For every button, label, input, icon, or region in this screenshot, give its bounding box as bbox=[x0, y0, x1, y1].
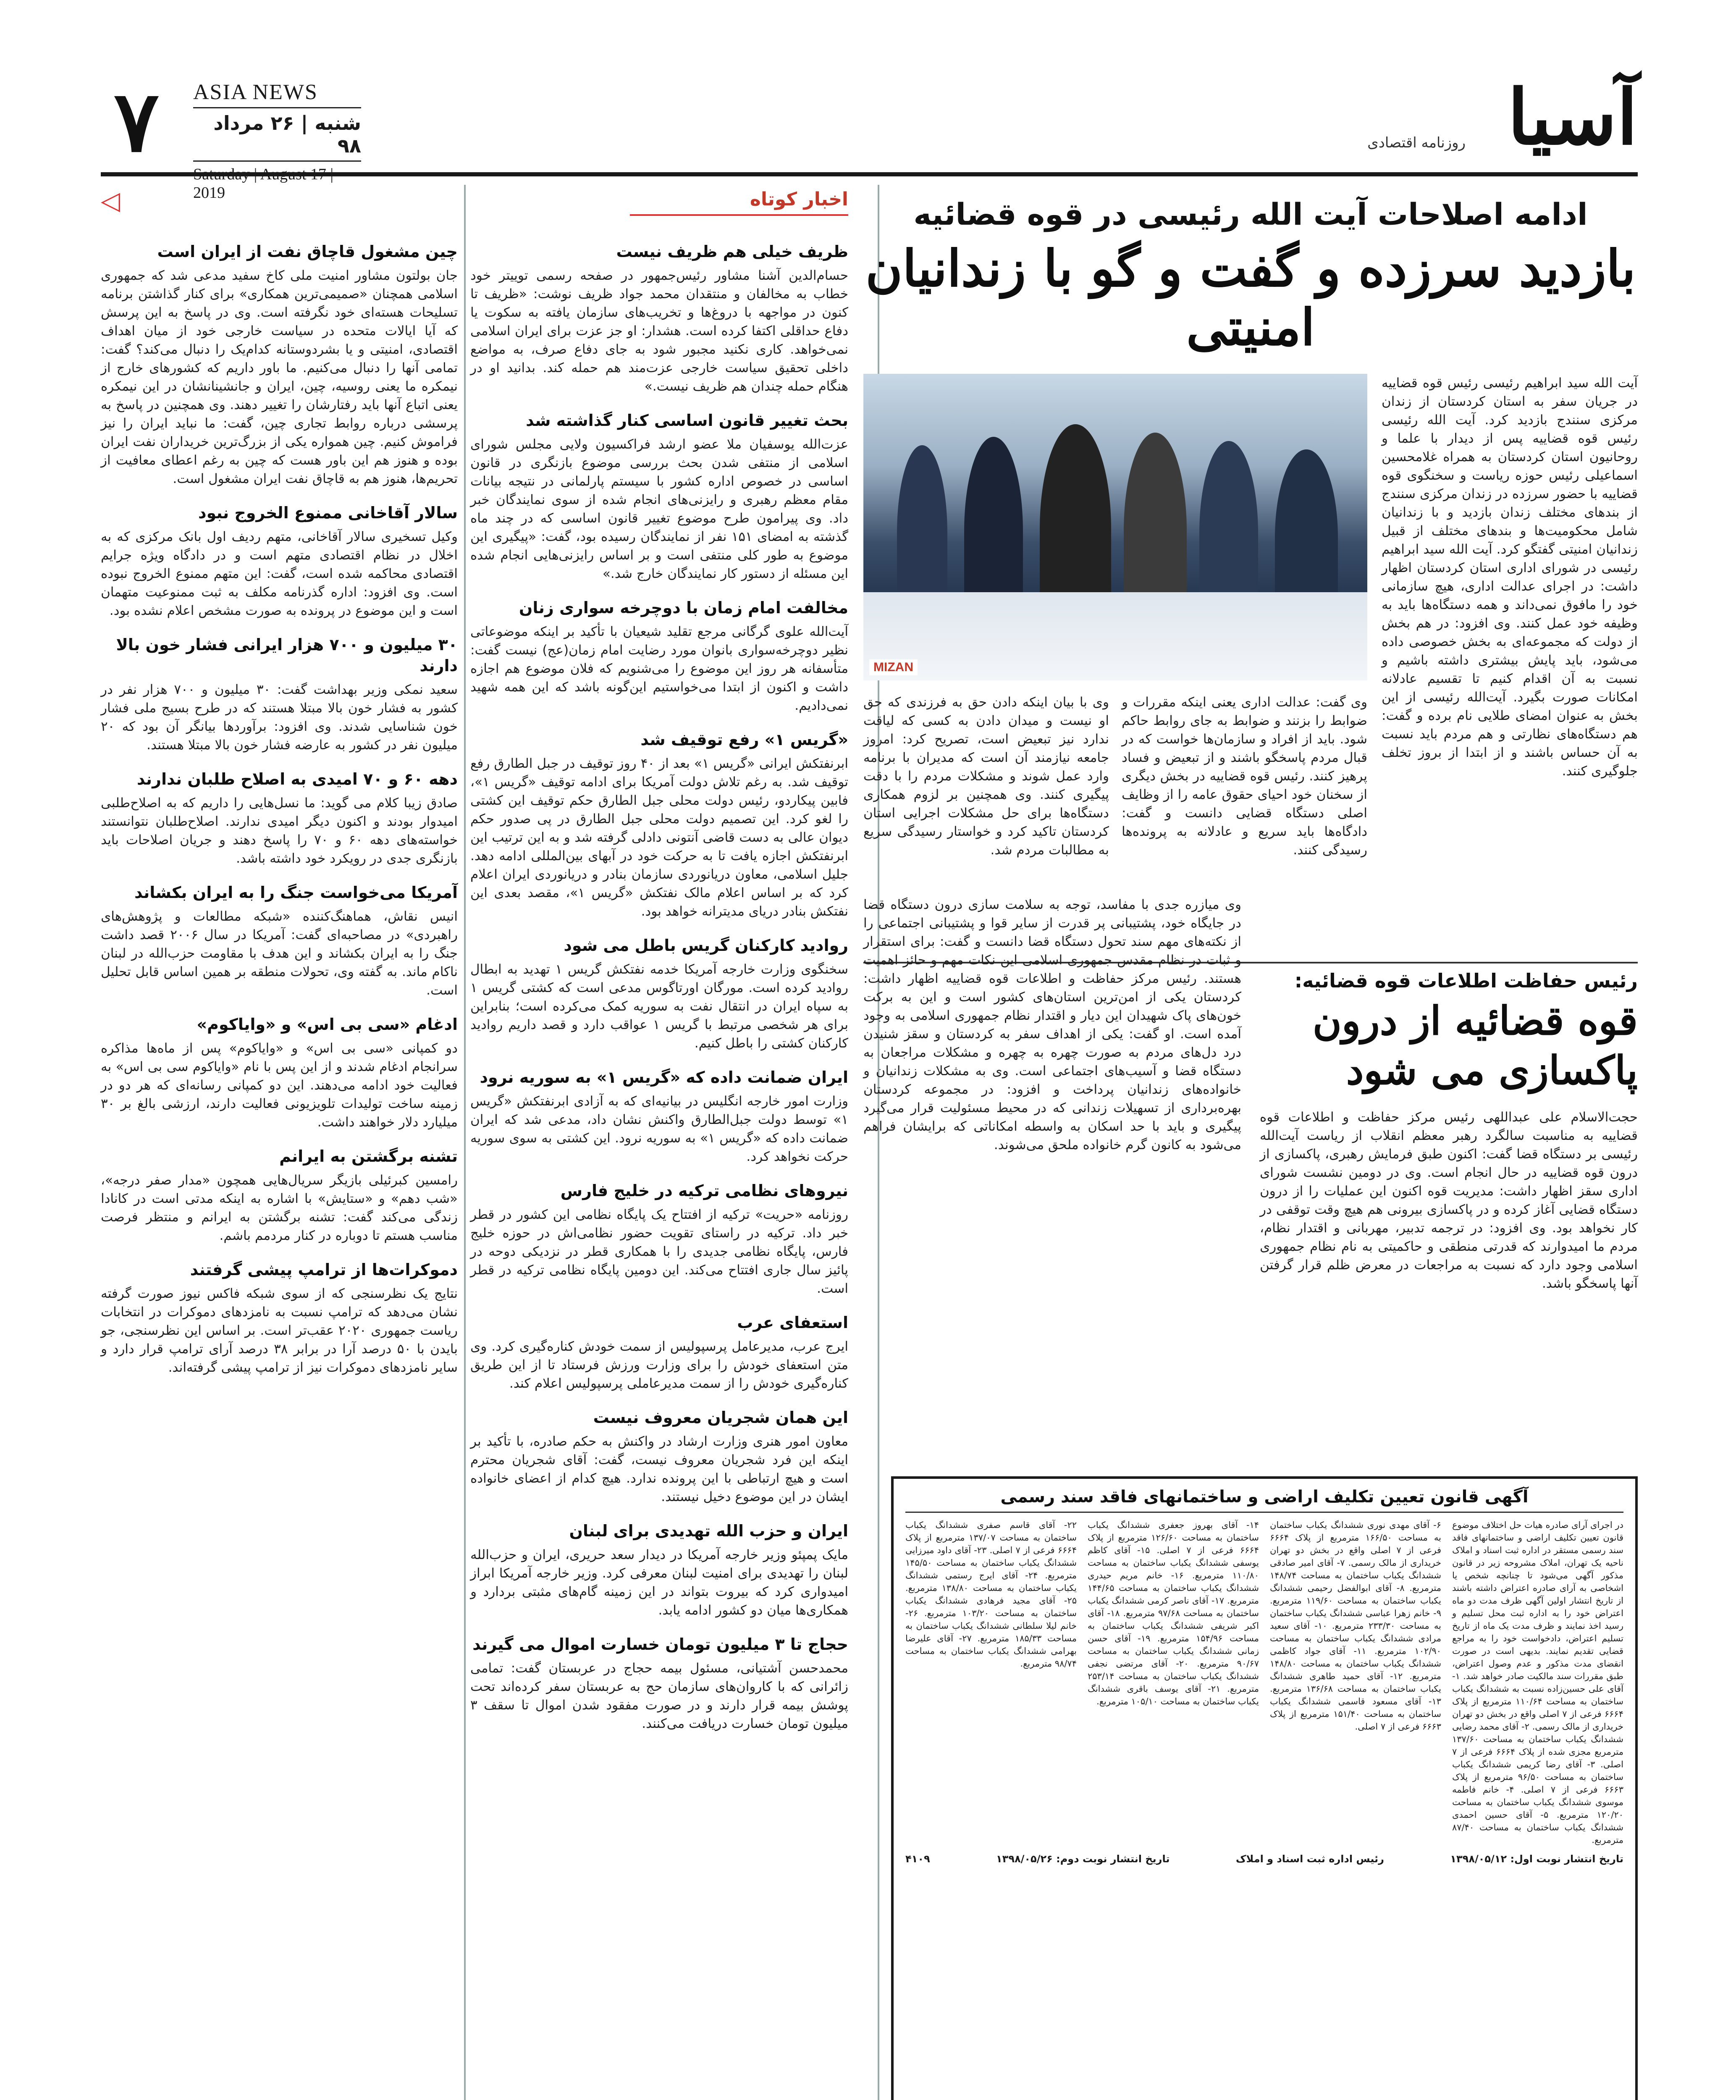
news-body: عزت‌الله یوسفیان ملا عضو ارشد فراکسیون ولایی مجلس شورای اسلامی از منتفی شدن بحث بررسی موضوع بازنگری در قانون اساسی در خصوص اداره کشور با سیستم پارلمانی در نتیجه بیانات مقام معظم رهبری و رایزنی‌های انجام شده از سوی نمایندگان خبر داد. وی پیرامون طرح موضوع تغییر قانون اساسی که در چند ماه گذشته به امضای ۱۵۱ نفر از نمایندگان رسیده بود، گفت: «پیگیری این موضوع به طور کلی منتفی است و بر اساس رایزنی‌هایی انجام شده این مسئله از دستور کار نمایندگان خارج شد.» bbox=[470, 437, 848, 581]
main-story-text: آیت الله سید ابراهیم رئیسی رئیس قوه قضاییه در جریان سفر به استان کردستان از زندان مرکزی سنندج بازدید کرد. آیت الله رئیسی رئیس قوه قضاییه پس از دیدار با علما و روحانیون استان کردستان به همراه غلامحسین اسماعیلی رئیس حوزه ریاست و سخنگوی قوه قضاییه با حضور سرزده در زندان مرکزی سنندج از بندهای مختلف زندان بازدید و با زندانیان شامل محکومیت‌ها و بندهای مختلف از قبیل زندانیان امنیتی گفتگو کرد. آیت الله سید ابراهیم رئیسی در شورای اداری استان کردستان اظهار داشت: در اجرای عدالت اداری، هیچ سازمانی خود را مافوق نمی‌داند و همه دستگاه‌ها باید به وظیفه خود عمل کنند. وی افزود: در هم بخش از دولت که مجموعه‌ای به بخش خصوصی داده می‌شود، باید پایش بیشتری داشته باشیم و نسبت به آن اقدام کنیم تا تقسیم عادلانه امکانات صورت بگیرد. آیت‌الله رئیسی از این بخش به عنوان امضای طلایی نام برده و گفت: هم دستگاه‌های نظارتی و هم مردم باید نسبت به آن حساس باشند و از ابتدا از بروز تخلف جلوگیری کنند. bbox=[1382, 375, 1638, 779]
news-body: حسام‌الدین آشنا مشاور رئیس‌جمهور در صفحه رسمی توییتر خود خطاب به مخالفان و منتقدان محمد جواد ظریف نوشت: «ظریف تا کنون در مواجهه با دروغ‌ها و تخریب‌های سازمان یافته به سکوت یا دفاع حداقلی اکتفا کرده است. هشدار: او جز عزت برای ایران اسلامی نمی‌خواهد. کاری نکنید مجبور شود به جای دفاع صرف، به مواضع داخلی تحقیق سیاست خارجی عزت‌مند هم حمله کند. بدانید او در هنگام حمله چندان هم ظریف نیست.» bbox=[470, 268, 848, 394]
main-story-text-col: وی گفت: عدالت اداری یعنی اینکه مقررات و ضوابط را بزنند و ضوابط به جای روابط حاکم شود. باید از افراد و سازمان‌ها خواست که در قبال مردم پاسخگو باشند و از تبعیض و فساد پرهیز کنند. رئیس قوه قضاییه در بخش دیگری از سخنان خود احیای حقوق عامه را از وظایف اصلی دستگاه قضایی دانست و گفت: دادگاه‌ها باید سریع و عادلانه به پرونده‌ها رسیدگی کنند. bbox=[1122, 695, 1367, 858]
photo-credit: MIZAN bbox=[869, 659, 918, 675]
legal-notice-body bbox=[905, 1519, 1623, 1846]
notice-code: ۴۱۰۹ bbox=[905, 1853, 930, 1865]
logo-tagline: روزنامه اقتصادی bbox=[1367, 134, 1466, 151]
column-divider bbox=[464, 185, 466, 2100]
news-headline: ادغام «سی بی اس» و «وایاکوم» bbox=[197, 1015, 458, 1034]
news-body: معاون امور هنری وزارت ارشاد در واکنش به حکم صادره، با تأکید بر اینکه این فرد شجریان معروف نیست، گفت: آقای شجریان محترم است و هیچ ارتباطی با این پرونده ندارد. هیچ کدام از اعضای خانواده ایشان در این موضوع دخیل نیستند. bbox=[470, 1434, 848, 1504]
news-headline: دموکرات‌ها از ترامپ پیشی گرفتند bbox=[190, 1260, 458, 1279]
legal-notice-col: ۶- آقای مهدی نوری ششدانگ یکباب ساختمان به مساحت ۱۶۶/۵۰ مترمربع از پلاک ۶۶۶۴ فرعی از ۷ اصلی واقع در بخش دو تهران خریداری از مالک رسمی. ۷- آقای امیر صادقی ششدانگ یکباب ساختمان به مساحت ۱۴۸/۷۴ مترمربع. ۸- آقای ابوالفضل رحیمی ششدانگ یکباب ساختمان به مساحت ۱۱۹/۶۰ مترمربع. ۹- خانم زهرا عباسی ششدانگ یکباب ساختمان به مساحت ۲۳۳/۳۰ مترمربع. ۱۰- آقای سعید مرادی ششدانگ یکباب ساختمان به مساحت ۱۰۲/۹۰ مترمربع. ۱۱- آقای جواد کاظمی ششدانگ یکباب ساختمان به مساحت ۱۴۸/۸۰ مترمربع. ۱۲- آقای حمید طاهری ششدانگ یکباب ساختمان به مساحت ۱۳۶/۶۸ مترمربع. ۱۳- آقای مسعود قاسمی ششدانگ یکباب ساختمان به مساحت ۱۵۱/۴۰ مترمربع از پلاک ۶۶۶۳ فرعی از ۷ اصلی. bbox=[1270, 1520, 1442, 1732]
main-story-bottom bbox=[863, 693, 1367, 859]
news-headline: تشنه برگشتن به ایرانم bbox=[279, 1147, 458, 1166]
news-body: رامسین کبرئیلی بازیگر سریال‌هایی همچون «مدار صفر درجه»، «شب دهم» و «ستایش» با اشاره به اینکه مدتی است در کانادا زندگی می‌کند گفت: تشنه برگشتن به ایرانم و منتظر فرصت مناسب هستم تا دوباره در کنار مردمم باشم. bbox=[101, 1173, 458, 1243]
issue-date-fa: شنبه | ۲۶ مرداد ۹۸ bbox=[193, 108, 361, 162]
notice-signature: رئیس اداره ثبت اسناد و املاک bbox=[1235, 1853, 1384, 1865]
news-headline: دهه ۶۰ و ۷۰ امیدی به اصلاح طلبان ندارند bbox=[136, 770, 458, 788]
legal-notice-footer bbox=[905, 1853, 1623, 1865]
news-headline: «گریس ۱» رفع توقیف شد bbox=[640, 730, 848, 749]
news-body: صادق زیبا کلام می گوید: ما نسل‌هایی را داریم که به اصلاح‌طلبی امیدوار بودند و اکنون دیگر امیدی ندارند. اصلاح‌طلبان نتوانستند خواسته‌های دهه ۶۰ و ۷۰ را پاسخ دهند و جریان اصلاحات باید بازنگری جدی در رویکرد خود داشته باشد. bbox=[101, 795, 458, 866]
main-story-body bbox=[863, 374, 1638, 949]
news-body: وکیل تسخیری سالار آقاخانی، متهم ردیف اول بانک مرکزی که به اخلال در نظام اقتصادی متهم است و در دادگاه ویژه جرایم اقتصادی محاکمه شده است، گفت: این متهم ممنوع الخروج نبوده است. وی افزود: اداره گذرنامه مکلف به ثبت ممنوعیت متهمان است و این موضوع در پرونده به صورت مشخص اعلام نشده بود. bbox=[101, 529, 458, 618]
legal-notice bbox=[891, 1476, 1638, 2100]
news-headline: حجاج تا ۳ میلیون تومان خسارت اموال می گیرند bbox=[472, 1635, 848, 1654]
news-headline: استعفای عرب bbox=[737, 1313, 848, 1332]
news-headline: چین مشغول قاچاق نفت از ایران است bbox=[157, 242, 458, 261]
news-headline: ظریف خیلی هم ظریف نیست bbox=[616, 242, 848, 261]
legal-notice-col: ۱۴- آقای بهروز جعفری ششدانگ یکباب ساختمان به مساحت ۱۲۶/۶۰ مترمربع از پلاک ۶۶۶۴ فرعی از ۷ اصلی. ۱۵- آقای کاظم یوسفی ششدانگ یکباب ساختمان به مساحت ۱۱۰/۸۰ مترمربع. ۱۶- خانم مریم حیدری ششدانگ یکباب ساختمان به مساحت ۱۴۴/۶۵ مترمربع. ۱۷- آقای ناصر کرمی ششدانگ یکباب ساختمان به مساحت ۹۷/۶۸ مترمربع. ۱۸- آقای اکبر شریفی ششدانگ یکباب ساختمان به مساحت ۱۵۴/۹۶ مترمربع. ۱۹- آقای حسن زمانی ششدانگ یکباب ساختمان به مساحت ۹۰/۶۷ مترمربع. ۲۰- آقای مرتضی نجفی ششدانگ یکباب ساختمان به مساحت ۲۵۳/۱۴ مترمربع. ۲۱- آقای یوسف باقری ششدانگ یکباب ساختمان به مساحت ۱۰۵/۱۰ مترمربع. bbox=[1088, 1520, 1259, 1706]
short-news-left bbox=[101, 227, 458, 1377]
notice-first-date: تاریخ انتشار نوبت اول: ۱۳۹۸/۰۵/۱۲ bbox=[1450, 1853, 1623, 1865]
photo-crowd bbox=[863, 592, 1367, 680]
second-story-right bbox=[1260, 992, 1638, 1293]
news-body: ایرج عرب، مدیرعامل پرسپولیس از سمت خودش کناره‌گیری کرد. وی متن استعفای خودش را برای وزارت ورزش فرستاد تا از این طریق کناره‌گیری خودش را از سمت مدیرعاملی پرسپولیس اعلام کند. bbox=[470, 1339, 848, 1391]
newspaper-logo: آسیا bbox=[1508, 73, 1638, 162]
news-body: دو کمپانی «سی بی اس» و «وایاکوم» پس از ماه‌ها مذاکره سرانجام ادغام شدند و از این پس با نام «وایاکوم سی بی اس» به فعالیت خود ادامه می‌دهند. این دو کمپانی رسانه‌ای که هر دو در زمینه ساخت تولیدات تلویزیونی فعالیت دارند، ارزشی بالغ بر ۳۰ میلیارد دلار خواهند داشت. bbox=[101, 1041, 458, 1130]
issue-info bbox=[193, 80, 361, 202]
page-number: ۷ bbox=[114, 72, 159, 171]
news-body: سخنگوی وزارت خارجه آمریکا خدمه نفتکش گریس ۱ تهدید به ابطال روادید کرده است. مورگان اورتاگوس مدعی است که کشتی گریس ۱ به سپاه ایران در انتقال نفت به سوریه کمک می‌کرده است؛ بنابراین برای هر شخصی مرتبط با گریس ۱ عواقب دارد و قصد داریم روادید کارکنان کشتی را باطل کنیم. bbox=[470, 962, 849, 1051]
news-headline: نیروهای نظامی ترکیه در خلیج فارس bbox=[560, 1181, 848, 1200]
news-body: محمدحسن آشتیانی، مسئول بیمه حجاج در عربستان گفت: تمامی زائرانی که با کاروان‌های سازمان حج به عربستان سفر کرده‌اند تحت پوشش بیمه قرار دارند و در صورت مفقود شدن اموال تا سقف ۳ میلیون تومان خسارت دریافت می‌کنند. bbox=[470, 1661, 848, 1731]
news-body: وزارت امور خارجه انگلیس در بیانیه‌ای که به آزادی ابرنفتکش «گریس ۱» توسط دولت جبل‌الطارق واکنش نشان داد، مدعی شد که ایران ضمانت داده که «گریس ۱» به سوریه نرود. این کشتی به سوی سوریه حرکت نخواهد کرد. bbox=[470, 1094, 848, 1164]
second-story-text: حجت‌الاسلام علی عبداللهی رئیس مرکز حفاظت و اطلاعات قوه قضاییه به مناسبت سالگرد رهبر معظم انقلاب از ریاست آیت‌الله رئیسی بر دستگاه قضا گفت: اکنون طبق فرمایش رهبری، پاکسازی از درون قوه قضاییه در حال انجام است. وی در دومین نشست شورای اداری سقز اظهار داشت: مدیریت قوه اکنون این عملیات را از درون دستگاه قضایی آغاز کرده و در پاکسازی بیرونی هم هیچ وقت توقفی در کار نخواهد بود. وی افزود: در ترجمه تدبیر، مهربانی و اقتدار نظام، مردم ما امیدوارند که قدرتی منطقی و حاکمیتی به نام نظام جمهوری اسلامی وجود دارد که نسبت به مراجعات در معرض ظلم قرار گرفتن آنها پاسخگو باشد. bbox=[1260, 1110, 1638, 1291]
legal-notice-title: آگهی قانون تعیین تکلیف اراضی و ساختمانهای فاقد سند رسمی bbox=[905, 1487, 1623, 1513]
legal-notice-col: ۲۲- آقای قاسم صفری ششدانگ یکباب ساختمان به مساحت ۱۳۷/۰۷ مترمربع از پلاک ۶۶۶۴ فرعی از ۷ اصلی. ۲۳- آقای داود میرزایی ششدانگ یکباب ساختمان به مساحت ۱۴۵/۵۰ مترمربع. ۲۴- آقای ایرج رستمی ششدانگ یکباب ساختمان به مساحت ۱۳۸/۸۰ مترمربع. ۲۵- آقای مجید فرهادی ششدانگ یکباب ساختمان به مساحت ۱۰۳/۲۰ مترمربع. ۲۶- خانم لیلا سلطانی ششدانگ یکباب ساختمان به مساحت ۱۸۵/۳۳ مترمربع. ۲۷- آقای علیرضا بهرامی ششدانگ یکباب ساختمان به مساحت ۹۸/۷۴ مترمربع. bbox=[905, 1520, 1077, 1669]
news-headline: این همان شجریان معروف نیست bbox=[593, 1408, 848, 1427]
news-body: ابرنفتکش ایرانی «گریس ۱» بعد از ۴۰ روز توقیف در جبل الطارق رفع توقیف شد. به رغم تلاش دولت آمریکا برای ادامه توقیف «گریس ۱»، فابین پیکاردو، رئیس دولت محلی جبل الطارق حکم توقیف این کشتی را لغو کرد. این تصمیم دولت محلی جبل الطارق در پی صدور حکم دیوان عالی به دست قاضی آنتونی دادلی گرفته شد و به این ترتیب این ابرنفتکش اجازه یافت تا به حرکت خود در آبهای بین‌المللی ادامه دهد. جلیل اسلامی، معاون دریانوردی سازمان بنادر و دریانوردی ایران اعلام کرد که بر اساس اعلام مالک نفتکش «گریس ۱»، مقصد بعدی این نفتکش بنادر دریای مدیترانه خواهد بود. bbox=[470, 756, 848, 919]
news-body: جان بولتون مشاور امنیت ملی کاخ سفید مدعی شد که جمهوری اسلامی همچنان «صمیمی‌ترین همکاری» برای کنار گذاشتن برنامه تسلیحات هسته‌ای خود نگرفته است. وی در پاسخ به این پرسش که آیا ایالات متحده در سیاست خارجی خود از میان اهداف اقتصادی، امنیتی و یا بشردوستانه کدام‌یک را دنبال می‌کند؟ گفت: تمامی آنها را دنبال می‌کنیم. ما باور داریم که کشورهای خارج از نیمکره ما یعنی روسیه، چین، ایران و جانشینانشان در این نیمکره یعنی اتباع آنها باید رفتارشان را تغییر دهند. وی همچنین در پاسخ به پرسشی درباره روابط تجاری چین، گفت: ما نباید ایران را نیز فراموش کنیم. چین همواره یکی از بزرگ‌ترین خریداران نفت ایران بوده و هنوز هم این باور هست که چین به رغم اعطای معافیت از تحریم‌ها، هنوز هم به قاچاق نفت ایران مشغول است. bbox=[101, 268, 458, 486]
news-headline: آمریکا می‌خواست جنگ را به ایران بکشاند bbox=[134, 883, 458, 902]
news-headline: ایران ضمانت داده که «گریس ۱» به سوریه نرود bbox=[480, 1068, 848, 1087]
story-photo bbox=[863, 374, 1367, 680]
main-story-title: بازدید سرزده و گفت و گو با زندانیان امنیتی bbox=[865, 239, 1636, 357]
legal-notice-col: در اجرای آرای صادره هیات حل اختلاف موضوع قانون تعیین تکلیف اراضی و ساختمانهای فاقد سند رسمی مستقر در اداره ثبت اسناد و املاک ناحیه یک تهران، املاک مشروحه زیر در قانون مذکور آگهی می‌شود تا چنانچه شخص یا اشخاصی به آرای صادره اعتراض داشته باشند از تاریخ انتشار اولین آگهی ظرف مدت دو ماه اعتراض خود را به اداره ثبت محل تسلیم و رسید اخذ نمایند و ظرف مدت یک ماه از تاریخ تسلیم اعتراض، دادخواست خود را به مراجع قضایی تقدیم نمایند. بدیهی است در صورت انقضای مدت مذکور و عدم وصول اعتراض، طبق مقررات سند مالکیت صادر خواهد شد. ۱- آقای علی حسین‌زاده نسبت به ششدانگ یکباب ساختمان به مساحت ۱۱۰/۶۴ مترمربع از پلاک ۶۶۶۴ فرعی از ۷ اصلی واقع در بخش دو تهران خریداری از مالک رسمی. ۲- آقای محمد رضایی ششدانگ یکباب ساختمان به مساحت ۱۳۷/۶۰ مترمربع مجزی شده از پلاک ۶۶۶۴ فرعی از ۷ اصلی. ۳- آقای رضا کریمی ششدانگ یکباب ساختمان به مساحت ۹۶/۵۰ مترمربع از پلاک ۶۶۶۳ فرعی از ۷ اصلی. ۴- خانم فاطمه موسوی ششدانگ یکباب ساختمان به مساحت ۱۲۰/۲۰ مترمربع. ۵- آقای حسین احمدی ششدانگ یکباب ساختمان به مساحت ۸۷/۴۰ مترمربع. bbox=[1452, 1520, 1624, 1845]
main-story-text-col: وی با بیان اینکه دادن حق به فرزندی که حق او نیست و میدان دادن به کسی که لیاقت ندارد نیز تبعیض است، تصریح کرد: امروز جامعه نیازمند آن است که مدیران با برنامه وارد عمل شوند و مشکلات مردم را با دقت پیگیری کنند. وی همچنین بر لزوم همکاری دستگاه‌ها برای حل مشکلات اجرایی استان کردستان تاکید کرد و خواستار رسیدگی سریع به مطالبات مردم شد. bbox=[863, 695, 1109, 858]
news-headline: بحث تغییر قانون اساسی کنار گذاشته شد bbox=[526, 411, 848, 430]
masthead-rule bbox=[101, 172, 1638, 176]
short-news-kicker: اخبار کوتاه bbox=[630, 185, 848, 216]
main-story bbox=[863, 185, 1638, 1311]
news-headline: ایران و حزب الله تهدیدی برای لبنان bbox=[569, 1522, 848, 1540]
second-story-text-left: وی میازره جدی با مفاسد، توجه به سلامت سازی درون دستگاه قضا در جایگاه خود، پشتیبانی پر قدرت از سایر قوا و پشتیبانی اجتماعی را از نکته‌های مهم سند تحول دستگاه قضا دانست و گفت: برای استقرار و ثبات در نظام مقدس جمهوری اسلامی این نکات مهم و حائز اهمیت هستند. رئیس مرکز حفاظت و اطلاعات قوه قضاییه اظهار داشت: کردستان یکی از امن‌ترین استان‌های کشور است و این به برکت خون‌های پاک شهیدان این دیار و اقتدار نظام جمهوری اسلامی به وجود آمده است. او گفت: یکی از اهداف سفر به کردستان و سقز شنیدن درد دل‌های مردم به صورت چهره به چهره و مشکلات مراجعان به دستگاه قضا و آسیب‌های اجتماعی است. وی به مشکلات زندانیان و خانواده‌های زندانیان پرداخت و افزود: در مجموعه کردستان بهره‌برداری از تسهیلات زندانی که در محیط مسئولیت قرار می‌گیرد پیگیری و باید با حد اسکان به واسطه امکاناتی که برایشان فراهم می‌شود به کانون گرم خانواده ملحق می‌شوند. bbox=[863, 897, 1241, 1152]
news-headline: روادید کارکنان گریس باطل می شود bbox=[564, 936, 848, 955]
issue-date-en: 2019 bbox=[193, 184, 225, 202]
newspaper-name-en: ASIA NEWS bbox=[193, 80, 361, 108]
news-headline: سالار آقاخانی ممنوع الخروج نبود bbox=[198, 504, 458, 522]
news-body: سعید نمکی وزیر بهداشت گفت: ۳۰ میلیون و ۷۰۰ هزار نفر در کشور به فشار خون بالا مبتلا هستند که در طرح بسیج ملی فشار خون شناسایی شدند. وی افزود: برآوردها بیانگر آن بود که ۲۰ میلیون نفر در کشور به عارضه فشار خون بالا مبتلا هستند. bbox=[101, 682, 458, 753]
news-body: مایک پمپئو وزیر خارجه آمریکا در دیدار سعد حریری، ایران و حزب‌الله لبنان را تهدیدی برای امنیت لبنان معرفی کرد. وزیر خارجه آمریکا ابراز امیدواری کرد که بیروت بتواند در این زمینه گام‌های مثبتی بردارد و همکاری‌ها میان دو کشور ادامه یابد. bbox=[470, 1547, 848, 1618]
section-marker-icon: ◁ bbox=[101, 186, 121, 215]
news-body: انیس نقاش، هماهنگ‌کننده «شبکه مطالعات و پژوهش‌های راهبردی» در مصاحبه‌ای گفت: آمریکا در سال ۲۰۰۶ قصد داشت جنگ را به ایران بکشاند و این هدف با مقاومت حزب‌الله در لبنان ناکام ماند. به گفته وی، تحولات منطقه بر همین اساس قابل تحلیل است. bbox=[101, 909, 458, 998]
short-news-middle bbox=[470, 227, 848, 1733]
second-story-title: قوه قضائیه از درون پاکسازی می شود bbox=[1312, 998, 1638, 1094]
news-body: روزنامه «حریت» ترکیه از افتتاح یک پایگاه نظامی این کشور در قطر خبر داد. ترکیه در راستای تقویت حضور نظامی‌اش در حوزه خلیج فارس، پایگاه نظامی جدیدی را با همکاری قطر در نزدیکی دوحه در پائیز سال جاری افتتاح می‌کند. این دومین پایگاه نظامی ترکیه در قطر است. bbox=[470, 1207, 848, 1296]
main-story-kicker: ادامه اصلاحات آیت الله رئیسی در قوه قضائیه bbox=[913, 197, 1588, 232]
news-headline: ۳۰ میلیون و ۷۰۰ هزار ایرانی فشار خون بالا دارند bbox=[116, 635, 458, 675]
news-body: آیت‌الله علوی گرگانی مرجع تقلید شیعیان با تأکید بر اینکه موضوعاتی نظیر دوچرخه‌سواری بانوان مورد رضایت امام زمان(عج) نیست گفت: متأسفانه هر روز این موضوع را می‌شنویم که فلان موضوع هم اجازه داشت و اکنون از ابتدا می‌خواستیم این‌گونه باشد که این همه شهید نمی‌دادیم. bbox=[470, 624, 848, 713]
second-story-kicker: رئیس حفاظت اطلاعات قوه قضائیه: bbox=[863, 962, 1638, 992]
news-headline: مخالفت امام زمان با دوچرخه سواری زنان bbox=[519, 598, 848, 617]
news-body: نتایج یک نظرسنجی که از سوی شبکه فاکس نیوز صورت گرفته نشان می‌دهد که ترامپ نسبت به نامزدهای دموکرات در انتخابات ریاست جمهوری ۲۰۲۰ عقب‌تر است. بر اساس این نظرسنجی، جو بایدن با ۵۰ درصد آرا در برابر ۳۸ درصد آرای ترامپ قرار دارد و سایر نامزدهای دموکرات نیز از ترامپ پیشی گرفته‌اند. bbox=[101, 1286, 458, 1375]
notice-second-date: تاریخ انتشار نوبت دوم: ۱۳۹۸/۰۵/۲۶ bbox=[996, 1853, 1170, 1865]
